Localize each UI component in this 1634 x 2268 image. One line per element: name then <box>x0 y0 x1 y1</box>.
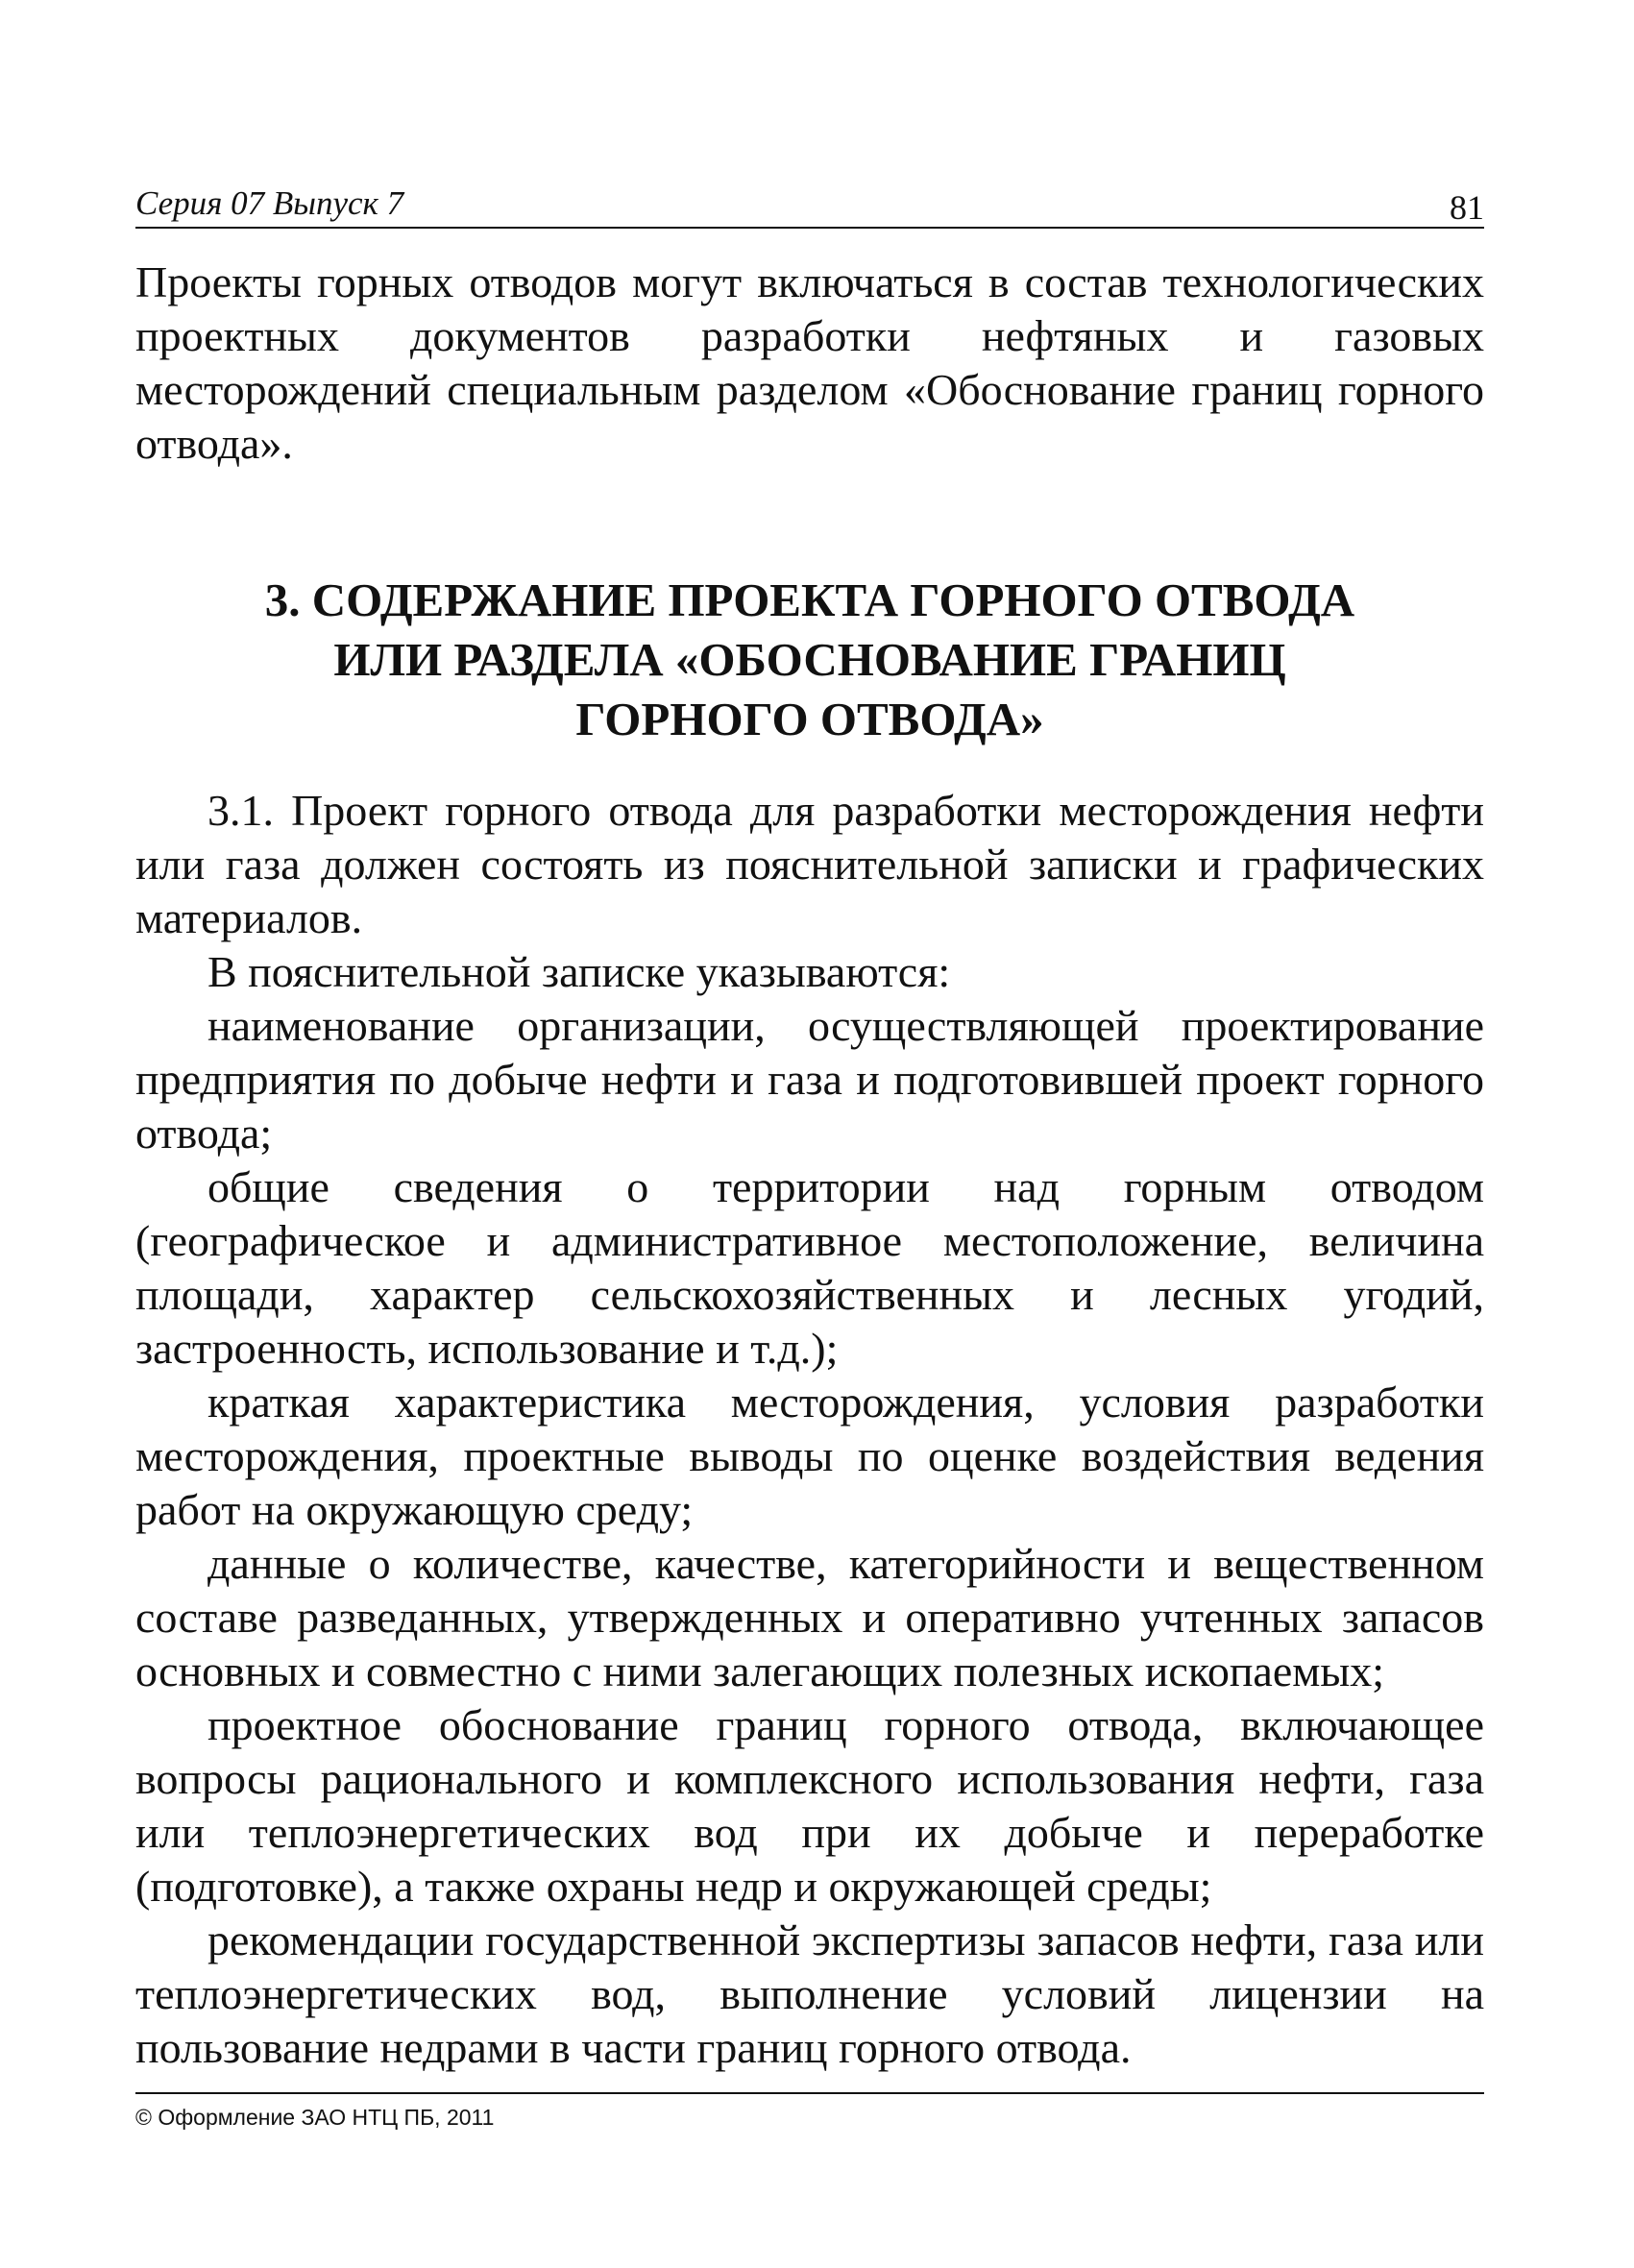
list-item: проектное обоснование границ горного отвода, включающее вопросы рационального и комплексного использования нефти, газа или теплоэнергетических вод при их добыче и переработке (подготовке), а также охраны недр и окружающей среды; <box>135 1700 1484 1911</box>
section-title-line: 3. СОДЕРЖАНИЕ ПРОЕКТА ГОРНОГО ОТВОДА <box>264 573 1355 626</box>
list-item: общие сведения о территории над горным отводом (географическое и административное местоположение, величина площади, характер сельскохозяйственных и лесных угодий, застроенность, использование и т.д.); <box>135 1162 1484 1373</box>
list-item: рекомендации государственной экспертизы запасов нефти, газа или теплоэнергетических вод, выполнение условий лицензии на пользование недрами в части границ горного отвода. <box>135 1915 1484 2072</box>
list-item: наименование организации, осуществляющей проектирование предприятия по добыче нефти и газа и подготовившей проект горного отвода; <box>135 1001 1484 1158</box>
paragraph: В пояснительной записке указываются: <box>207 947 951 996</box>
page-header <box>135 179 1484 225</box>
section-title <box>135 571 1484 749</box>
list-item: данные о количестве, качестве, категорийности и вещественном составе разведанных, утвержденных и оперативно учтенных запасов основных и совместно с ними залегающих полезных ископаемых; <box>135 1539 1484 1695</box>
paragraph-3-1: 3.1. Проект горного отвода для разработки месторождения нефти или газа должен состоять из пояснительной записки и графических материалов. <box>135 786 1484 942</box>
section-title-line: ГОРНОГО ОТВОДА» <box>575 693 1044 745</box>
page-number: 81 <box>1450 188 1484 227</box>
footer-divider <box>135 2092 1484 2094</box>
section-title-line: ИЛИ РАЗДЕЛА «ОБОСНОВАНИЕ ГРАНИЦ <box>333 633 1286 686</box>
series-label: Серия 07 Выпуск 7 <box>135 184 404 222</box>
header-divider <box>135 227 1484 229</box>
list-item: краткая характеристика месторождения, условия разработки месторождения, проектные выводы по оценке воздействия ведения работ на окружающую среду; <box>135 1378 1484 1534</box>
page-body <box>135 256 1484 2075</box>
footer-copyright: © Оформление ЗАО НТЦ ПБ, 2011 <box>135 2105 495 2130</box>
intro-paragraph: Проекты горных отводов могут включаться в состав технологических проектных документов разработки нефтяных и газовых месторождений специальным разделом «Обоснование границ горного отвода». <box>135 257 1484 468</box>
